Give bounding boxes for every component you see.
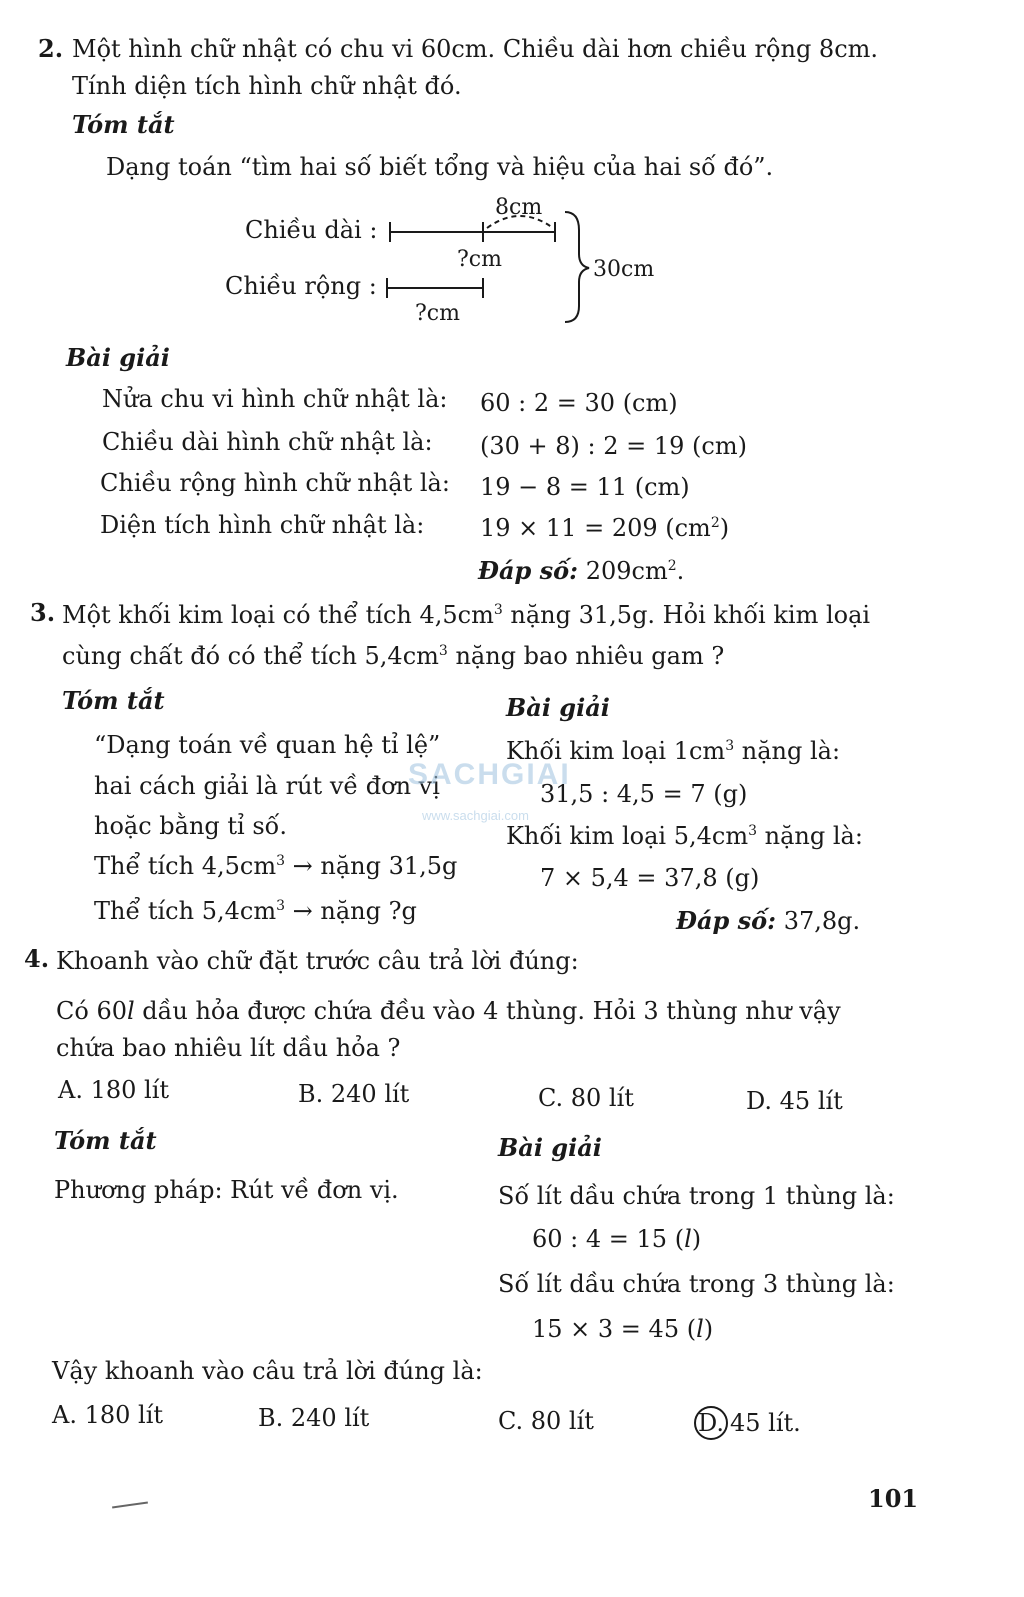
problem-3-text-line1: Một khối kim loại có thể tích $4,5cm^3$ nặng 31,5g. Hỏi khối kim loại bbox=[62, 601, 871, 629]
problem-3-summary-line: hai cách giải là rút về đơn vị bbox=[94, 772, 440, 800]
segment-diagram bbox=[225, 190, 685, 346]
answer-circle: D. bbox=[694, 1406, 728, 1440]
problem-3-summary-line: “Dạng toán về quan hệ tỉ lệ” bbox=[94, 731, 441, 759]
problem-4-solution-calc: 15 × 3 = 45 (l) bbox=[532, 1315, 714, 1343]
pen-mark bbox=[112, 1502, 148, 1509]
problem-4-number: 4. bbox=[24, 944, 50, 973]
problem-4-text-line1: Có 60l dầu hỏa được chứa đều vào 4 thùng. Hỏi 3 thùng như vậy bbox=[56, 997, 841, 1025]
sum-brace bbox=[565, 212, 589, 322]
problem-3-solution-calc: 7 × 5,4 = 37,8 (g) bbox=[540, 864, 760, 892]
problem-2-text-line1: Một hình chữ nhật có chu vi 60cm. Chiều dài hơn chiều rộng 8cm. bbox=[72, 35, 879, 63]
watermark-brand: SACHGIAI bbox=[408, 758, 571, 791]
problem-2-step-label: Nửa chu vi hình chữ nhật là: bbox=[102, 385, 448, 413]
problem-4-conclusion: Vậy khoanh vào câu trả lời đúng là: bbox=[52, 1357, 483, 1385]
problem-2-summary-heading: Tóm tắt bbox=[72, 110, 175, 139]
length-unknown-label: ?cm bbox=[457, 247, 502, 272]
segment-diagram-svg bbox=[225, 190, 685, 340]
diff-label: 8cm bbox=[495, 195, 543, 220]
watermark-url: www.sachgiai.com bbox=[422, 808, 529, 823]
problem-4-solution-line: Số lít dầu chứa trong 1 thùng là: bbox=[498, 1182, 895, 1210]
problem-4-final-option: B. 240 lít bbox=[258, 1404, 370, 1432]
problem-4-prompt: Khoanh vào chữ đặt trước câu trả lời đúng: bbox=[56, 947, 579, 975]
problem-2-step-calc: 19 − 8 = 11 (cm) bbox=[480, 473, 690, 501]
problem-4-summary-heading: Tóm tắt bbox=[54, 1126, 157, 1155]
problem-4-option: C. 80 lít bbox=[538, 1084, 634, 1112]
problem-4-final-option: C. 80 lít bbox=[498, 1407, 594, 1435]
problem-3-answer: Đáp số: 37,8g. bbox=[676, 906, 861, 935]
sum-label: 30cm bbox=[593, 257, 655, 282]
width-unknown-label: ?cm bbox=[415, 301, 460, 326]
problem-2-text-line2: Tính diện tích hình chữ nhật đó. bbox=[72, 72, 462, 100]
problem-3-solution-heading: Bài giải bbox=[506, 693, 610, 722]
problem-3-summary-line: hoặc bằng tỉ số. bbox=[94, 812, 287, 840]
problem-3-summary-heading: Tóm tắt bbox=[62, 686, 165, 715]
problem-2-step-calc: (30 + 8) : 2 = 19 (cm) bbox=[480, 432, 747, 460]
problem-2-step-label: Chiều rộng hình chữ nhật là: bbox=[100, 469, 450, 497]
problem-2-solution-heading: Bài giải bbox=[66, 343, 170, 372]
problem-2-summary-text: Dạng toán “tìm hai số biết tổng và hiệu của hai số đó”. bbox=[106, 153, 774, 181]
problem-2-answer: Đáp số: $209cm^2$. bbox=[478, 556, 685, 585]
problem-3-solution-calc: 31,5 : 4,5 = 7 (g) bbox=[540, 780, 748, 808]
problem-3-solution-line: Khối kim loại $5,4cm^3$ nặng là: bbox=[506, 822, 863, 850]
length-label: Chiều dài : bbox=[245, 216, 378, 244]
problem-2-step-label: Diện tích hình chữ nhật là: bbox=[100, 511, 425, 539]
problem-4-text-line2: chứa bao nhiêu lít dầu hỏa ? bbox=[56, 1034, 401, 1062]
problem-3-text-line2: cùng chất đó có thể tích $5,4cm^3$ nặng bao nhiêu gam ? bbox=[62, 642, 725, 670]
width-label: Chiều rộng : bbox=[225, 272, 377, 300]
problem-4-final-option: A. 180 lít bbox=[52, 1401, 164, 1429]
problem-4-option: A. 180 lít bbox=[58, 1076, 170, 1104]
problem-4-correct-answer: D. 45 lít. bbox=[694, 1406, 801, 1440]
page-number: 101 bbox=[868, 1484, 919, 1513]
problem-4-solution-line: Số lít dầu chứa trong 3 thùng là: bbox=[498, 1270, 895, 1298]
problem-2-number: 2. bbox=[38, 34, 64, 63]
problem-4-method: Phương pháp: Rút về đơn vị. bbox=[54, 1176, 399, 1204]
problem-3-number: 3. bbox=[30, 598, 56, 627]
problem-4-option: D. 45 lít bbox=[746, 1087, 843, 1115]
problem-4-solution-heading: Bài giải bbox=[498, 1133, 602, 1162]
problem-3-volume-1: Thể tích $4,5cm^3$ → nặng 31,5g bbox=[94, 852, 458, 880]
watermark-logo bbox=[408, 758, 613, 823]
problem-3-volume-2: Thể tích $5,4cm^3$ → nặng ?g bbox=[94, 897, 417, 925]
problem-2-area-calc: 19 × 11 = 209 $(cm^2)$ bbox=[480, 514, 730, 542]
problem-4-solution-calc: 60 : 4 = 15 (l) bbox=[532, 1225, 702, 1253]
problem-2-step-calc: 60 : 2 = 30 (cm) bbox=[480, 389, 678, 417]
problem-3-solution-line: Khối kim loại $1cm^3$ nặng là: bbox=[506, 737, 841, 765]
problem-4-option: B. 240 lít bbox=[298, 1080, 410, 1108]
problem-2-step-label: Chiều dài hình chữ nhật là: bbox=[102, 428, 433, 456]
